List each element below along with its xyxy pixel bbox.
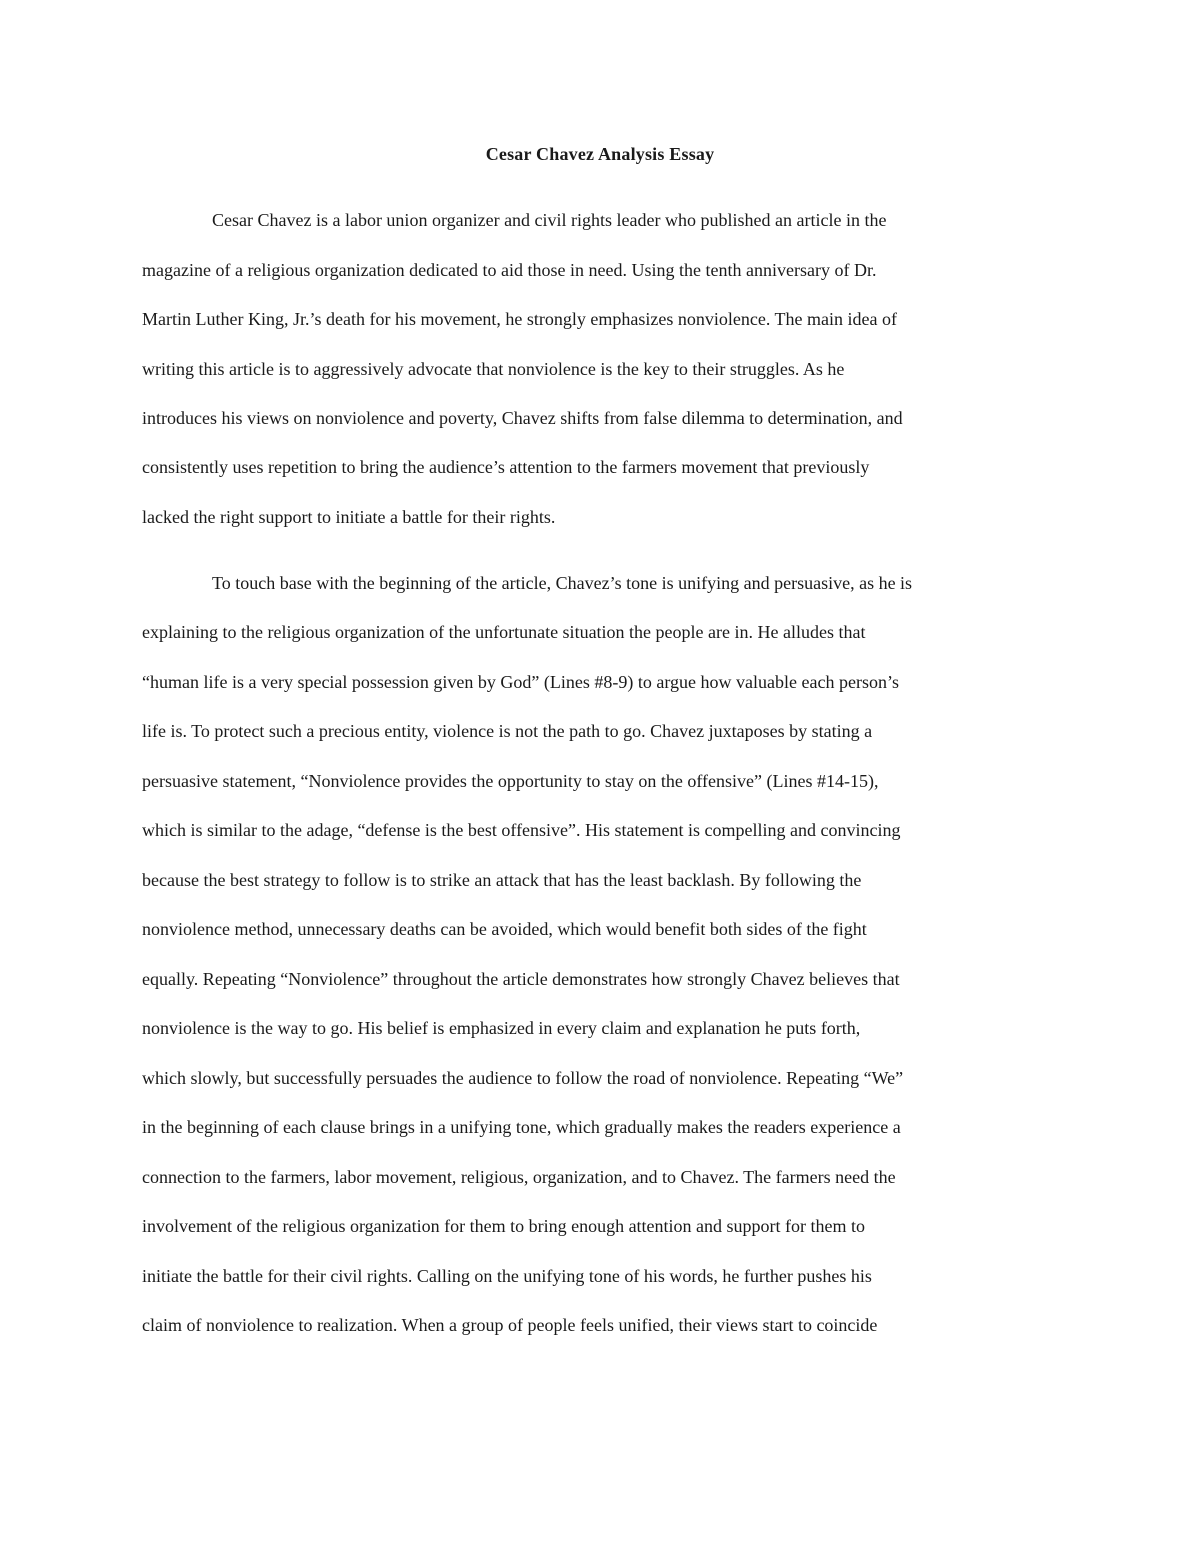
paragraph-1-line-5: introduces his views on nonviolence and poverty, Chavez shifts from false dilemma to determination, and <box>142 408 903 428</box>
paragraph-2-line-7: because the best strategy to follow is to strike an attack that has the least backlash. By following the <box>142 870 862 890</box>
paragraph-2-line-12: in the beginning of each clause brings in a unifying tone, which gradually makes the readers experience a <box>142 1117 901 1137</box>
paragraph-2-line-4: life is. To protect such a precious entity, violence is not the path to go. Chavez juxtaposes by stating a <box>142 721 873 741</box>
paragraph-1-line-1: Cesar Chavez is a labor union organizer and civil rights leader who published an article in the <box>212 210 887 230</box>
paragraph-2-line-6: which is similar to the adage, “defense is the best offensive”. His statement is compelling and convincing <box>142 820 901 840</box>
paragraph-2-line-8: nonviolence method, unnecessary deaths can be avoided, which would benefit both sides of the fight <box>142 919 867 939</box>
paragraph-2-line-9: equally. Repeating “Nonviolence” throughout the article demonstrates how strongly Chavez believes that <box>142 969 900 989</box>
paragraph-2-line-11: which slowly, but successfully persuades the audience to follow the road of nonviolence. Repeating “We” <box>142 1068 904 1088</box>
paragraph-1-line-3: Martin Luther King, Jr.’s death for his movement, he strongly emphasizes nonviolence. The main idea of <box>142 309 897 329</box>
paragraph-1-line-6: consistently uses repetition to bring the audience’s attention to the farmers movement that previously <box>142 457 870 477</box>
paragraph-2-line-13: connection to the farmers, labor movement, religious, organization, and to Chavez. The farmers need the <box>142 1167 896 1187</box>
paragraph-1-line-2: magazine of a religious organization dedicated to aid those in need. Using the tenth anniversary of Dr. <box>142 260 877 280</box>
paragraph-2-line-3: “human life is a very special possession given by God” (Lines #8-9) to argue how valuable each person’s <box>142 672 899 692</box>
paragraph-2-line-14: involvement of the religious organization for them to bring enough attention and support for them to <box>142 1216 866 1236</box>
paragraph-1-line-7: lacked the right support to initiate a battle for their rights. <box>142 507 556 527</box>
paragraph-1-line-4: writing this article is to aggressively advocate that nonviolence is the key to their struggles. As he <box>142 359 845 379</box>
paragraph-2-line-1: To touch base with the beginning of the article, Chavez’s tone is unifying and persuasive, as he is <box>212 573 913 593</box>
paragraph-2-line-10: nonviolence is the way to go. His belief is emphasized in every claim and explanation he puts forth, <box>142 1018 861 1038</box>
paragraph-2-line-15: initiate the battle for their civil rights. Calling on the unifying tone of his words, he further pushes his <box>142 1266 872 1286</box>
essay-title: Cesar Chavez Analysis Essay <box>485 144 715 164</box>
paragraph-2-line-2: explaining to the religious organization of the unfortunate situation the people are in. He alludes that <box>142 622 866 642</box>
paragraph-2-line-5: persuasive statement, “Nonviolence provides the opportunity to stay on the offensive” (Lines #14-15), <box>142 771 879 791</box>
paragraph-2-line-16: claim of nonviolence to realization. When a group of people feels unified, their views start to coincide <box>142 1315 878 1335</box>
